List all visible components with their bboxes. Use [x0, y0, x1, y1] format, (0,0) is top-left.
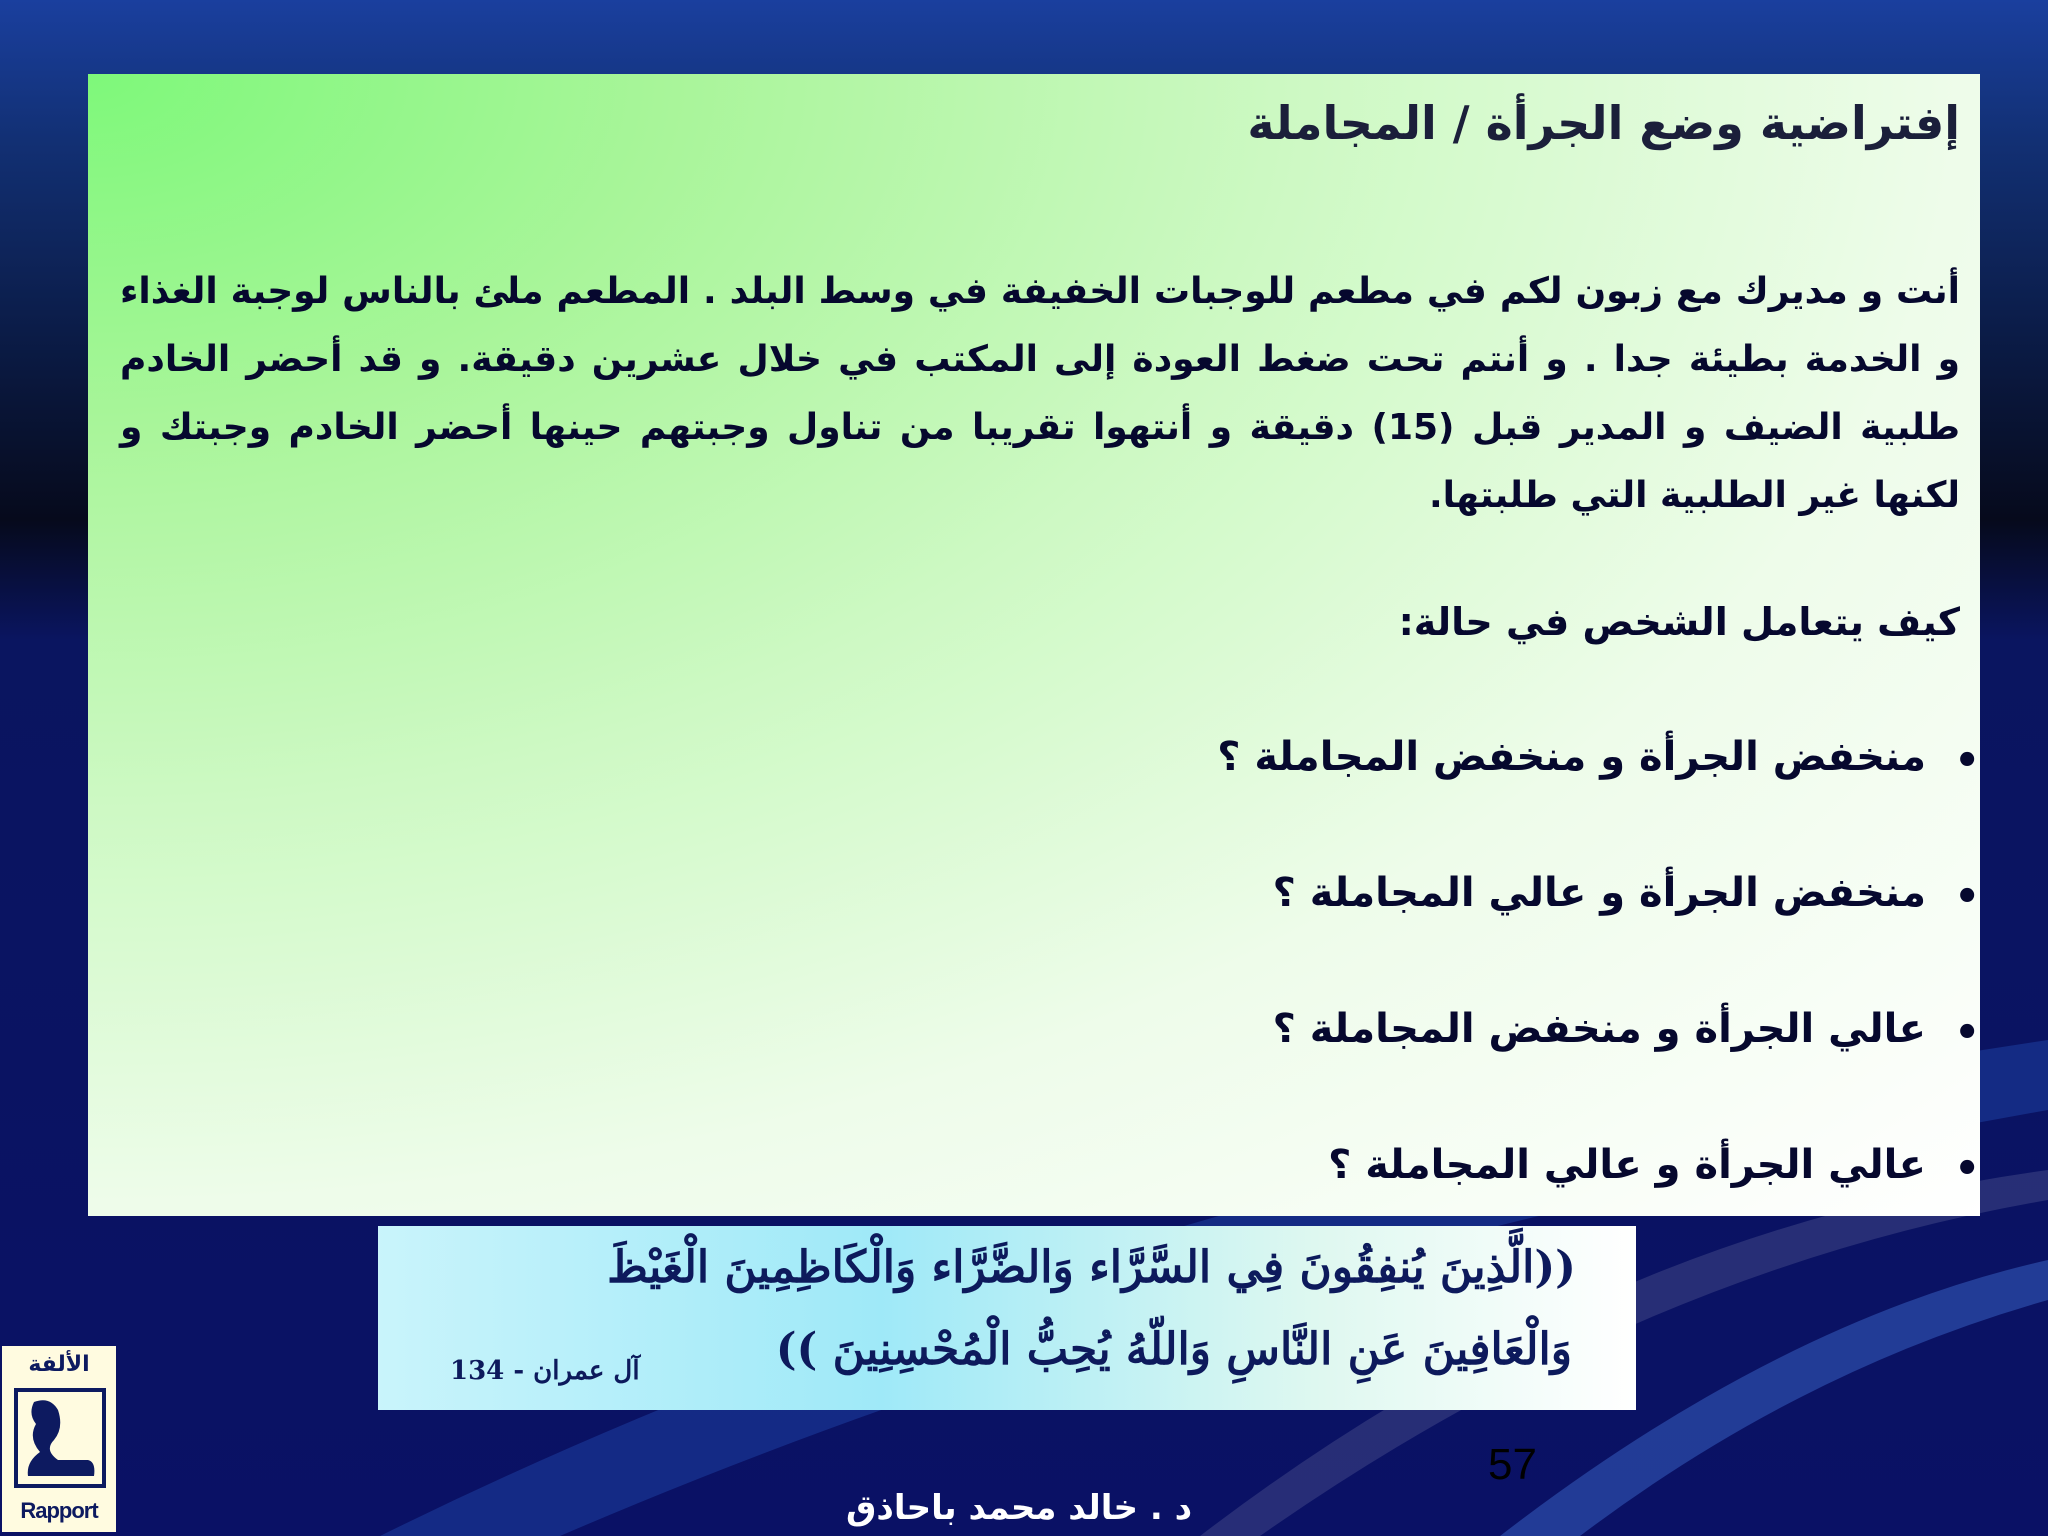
verse-reference: آل عمران - 134 — [450, 1356, 640, 1386]
slide-title: إفتراضية وضع الجرأة / المجاملة — [1247, 96, 1960, 150]
scenario-text: أنت و مديرك مع زبون لكم في مطعم للوجبات الخفيفة في وسط البلد . المطعم ملئ بالناس لوجبة الغذاء و الخدمة بطيئة جدا . و أنتم تحت ضغط العودة إلى المكتب في خلال عشرين دقيقة. و قد أحضر الخادم طلبية الضيف و المدير قبل (15) دقيقة و أنتهوا تقريبا من تناول وجبتهم حينها أحضر الخادم وجبتك و لكنها غير الطلبية التي طلبتها. — [120, 271, 1961, 516]
bullet-icon: • — [1954, 1146, 1980, 1192]
page-number: 57 — [1488, 1440, 1537, 1489]
question-text: كيف يتعامل الشخص في حالة: — [1398, 600, 1960, 644]
list-item — [780, 870, 1980, 1006]
verse-line-1: ((الَّذِينَ يُنفِقُونَ فِي السَّرَّاء وَالضَّرَّاء وَالْكَاظِمِينَ الْغَيْظَ — [607, 1242, 1576, 1293]
option-label: منخفض الجرأة و منخفض المجاملة ؟ — [1217, 734, 1926, 780]
verse-line-2: وَالْعَافِينَ عَنِ النَّاسِ وَاللّهُ يُحِبُّ الْمُحْسِنِينَ )) — [775, 1324, 1572, 1375]
option-label: عالي الجرأة و عالي المجاملة ؟ — [1328, 1142, 1926, 1188]
bullet-icon: • — [1954, 738, 1980, 784]
option-label: عالي الجرأة و منخفض المجاملة ؟ — [1272, 1006, 1926, 1052]
bullet-icon: • — [1954, 874, 1980, 920]
rapport-logo — [2, 1346, 116, 1532]
list-item — [780, 734, 1980, 870]
verse-box — [378, 1226, 1636, 1410]
logo-latin-text: Rapport — [20, 1498, 98, 1523]
bullet-icon: • — [1954, 1010, 1980, 1056]
logo-arabic-text: الألفة — [28, 1352, 90, 1377]
list-item — [780, 1006, 1980, 1142]
author-name: د . خالد محمد باحاذق — [846, 1488, 1193, 1528]
option-label: منخفض الجرأة و عالي المجاملة ؟ — [1272, 870, 1926, 916]
rapport-logo-icon — [14, 1388, 106, 1488]
main-content-panel — [88, 74, 1980, 1216]
options-list — [780, 734, 1980, 1278]
